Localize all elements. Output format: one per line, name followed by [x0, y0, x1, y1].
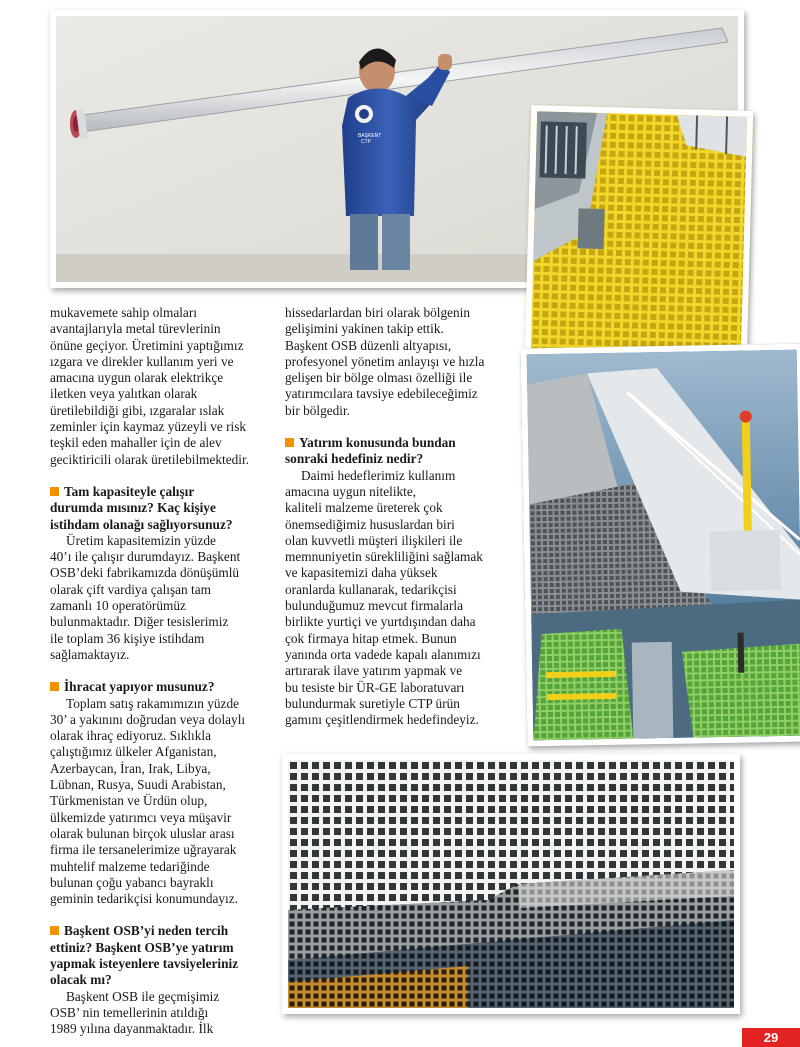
- ship-deck-art: [527, 350, 800, 741]
- left-intro-paragraph: mukavemete sahip olmaları avantajlarıyla metal türevlerinin önüne geçiyor. Üretimini yaptığımız ızgara ve direkler kullanım yeri ve amacına uygun olarak elektrikçe iletken veya yalıtkan olarak üretilebildiği gibi, ızgaralar ıslak zeminler için kaymaz yüzeyli ve risk teşkil eden mahaller için de alev geciktiricili olarak üretilebilmektedir.: [50, 305, 250, 467]
- answer-export: Toplam satış rakamımızın yüzde 30’ a yakınını doğrudan veya dolaylı olarak ihraç ediyoruz. Sıklıkla çalıştığımız ülkeler Afganistan, Azerbaycan, İran, Irak, Libya, Lübnan, Rusya, Suudi Arabistan, Türkmenistan ve Ürdün olup, ülkemizde yatırımcı veya müşavir olarak bulunan birçok uluslar arası firma ile tersanelerimize uğrayarak muhtelif malzeme tedariğinde bulunan çoğu yabancı bayraklı geminin tedarikçisi konumundayız.: [50, 695, 246, 907]
- grating-panels-photo: [282, 754, 740, 1014]
- yellow-grating-art: [531, 111, 747, 354]
- worker-badge-text: BAŞKENT: [358, 133, 382, 139]
- page-number-badge: 29: [742, 1028, 800, 1047]
- grating-panels-art: [288, 760, 734, 1008]
- square-bullet-icon: [50, 487, 59, 496]
- answer-why-baskent: Başkent OSB ile geçmişimiz OSB’ nin temellerinin atıldığı 1989 yılına dayanmaktadır. İlk: [50, 988, 220, 1037]
- question-next-goal: Yatırım konusunda bundan sonraki hedefiniz nedir?: [285, 435, 456, 467]
- right-text-column: [285, 305, 523, 728]
- square-bullet-icon: [50, 926, 59, 935]
- left-text-column: [50, 305, 280, 1037]
- svg-text:CTP: CTP: [361, 139, 371, 145]
- square-bullet-icon: [285, 438, 294, 447]
- question-capacity: Tam kapasiteyle çalışır durumda mısınız? Kaç kişiye istihdam olanağı sağlıyorsunuz?: [50, 483, 233, 532]
- right-intro-paragraph: hissedarlardan biri olarak bölgenin gelişimini yakinen takip ettik. Başkent OSB düzenli altyapısı, profesyonel yönetim anlayışı ve hızla gelişen bir bölge olması özelliği ile yatırımcılara tavsiye edebileceğimiz bir bölgedir.: [285, 305, 485, 418]
- question-why-baskent: Başkent OSB’yi neden tercih ettiniz? Başkent OSB’ye yatırım yapmak isteyenlere tavsiyeleriniz olacak mı?: [50, 923, 239, 988]
- yellow-grating-photo: [525, 105, 753, 361]
- question-export: İhracat yapıyor musunuz?: [50, 679, 280, 695]
- ship-deck-photo: [521, 344, 800, 747]
- answer-next-goal: Daimi hedeflerimiz kullanım amacına uygun nitelikte, kaliteli malzeme üreterek çok önemsediğimiz hususlardan biri olan kuvvetli müşteri ilişkileri ile memnuniyetin sürekliliğini sağlamak ve kapasitemizi daha yüksek oranlarda kullanarak, tedarikçisi bulunduğumuz mevcut firmalarla birlikte yurtiçi ve yurtdışından daha çok firmaya hitap etmek. Bunun yanında orta vadede kapalı alanımızı artırarak ilave yatırım yapmak ve bu tesiste bir ÜR-GE laboratuvarı bulundurmak suretiyle CTP ürün gamını çeşitlendirmek hedefindeyiz.: [285, 467, 483, 728]
- answer-capacity: Üretim kapasitemizin yüzde 40’ı ile çalışır durumdayız. Başkent OSB’deki fabrikamızda dönüşümlü olarak çift vardiya çalışan tam zamanlı 10 operatörümüz bulunmaktadır. Diğer tesislerimiz ile toplam 36 kişiye istihdam sağlamaktayız.: [50, 532, 241, 662]
- square-bullet-icon: [50, 682, 59, 691]
